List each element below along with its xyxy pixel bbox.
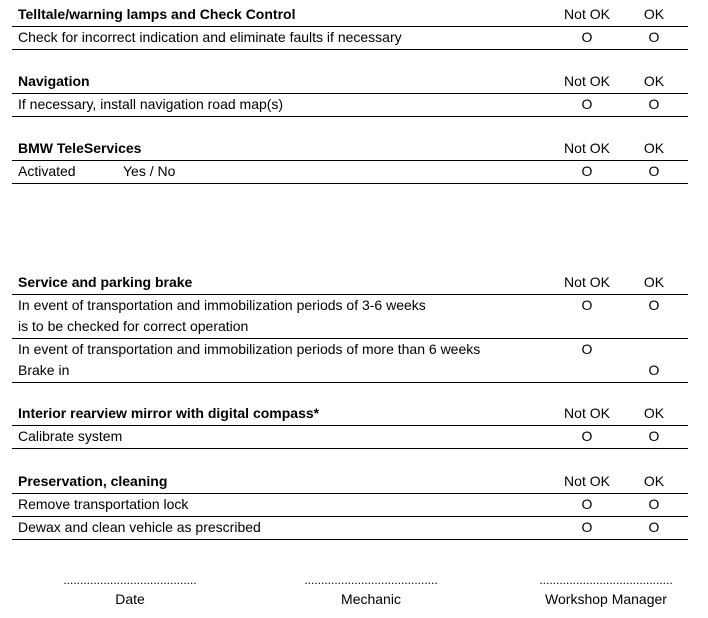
column-header-not-ok: Not OK <box>564 473 610 489</box>
section-telltale <box>12 4 688 50</box>
not-ok-checkbox[interactable]: O <box>581 428 593 444</box>
signature-label-mechanic: Mechanic <box>341 591 401 607</box>
ok-checkbox[interactable]: O <box>648 163 660 179</box>
section-header <box>12 71 688 94</box>
column-header-ok: OK <box>643 405 665 421</box>
yes-no-option[interactable]: Yes / No <box>123 163 176 179</box>
signature-label-date: Date <box>115 591 145 607</box>
section-title: Service and parking brake <box>18 274 193 290</box>
ok-checkbox[interactable]: O <box>648 96 660 112</box>
section-title: BMW TeleServices <box>18 140 142 156</box>
section-header <box>12 4 688 27</box>
section-title: Telltale/warning lamps and Check Control <box>18 6 296 22</box>
column-header-not-ok: Not OK <box>564 73 610 89</box>
not-ok-checkbox[interactable]: O <box>581 519 593 535</box>
section-header <box>12 403 688 426</box>
not-ok-checkbox[interactable]: O <box>581 29 593 45</box>
checklist-row <box>12 494 688 517</box>
item-text: Dewax and clean vehicle as prescribed <box>18 519 261 535</box>
checklist-row <box>12 94 688 117</box>
ok-checkbox[interactable]: O <box>648 428 660 444</box>
section-header <box>12 272 688 295</box>
section-parking-brake <box>12 272 688 383</box>
section-navigation <box>12 71 688 117</box>
section-header <box>12 471 688 494</box>
signature-line-manager[interactable]: ........................................ <box>539 573 673 587</box>
ok-checkbox[interactable]: O <box>648 297 660 313</box>
section-rearview-mirror <box>12 403 688 449</box>
item-text: Calibrate system <box>18 428 123 444</box>
section-teleservices <box>12 138 688 184</box>
signature-line-mechanic[interactable]: ........................................ <box>304 573 438 587</box>
ok-checkbox[interactable]: O <box>648 29 660 45</box>
item-text-line2: is to be checked for correct operation <box>18 318 249 334</box>
column-header-not-ok: Not OK <box>564 6 610 22</box>
section-header <box>12 138 688 161</box>
column-header-ok: OK <box>643 73 665 89</box>
item-text-line2: Brake in <box>18 362 70 378</box>
column-header-not-ok: Not OK <box>564 274 610 290</box>
not-ok-checkbox[interactable]: O <box>581 96 593 112</box>
signature-manager <box>506 574 706 607</box>
column-header-ok: OK <box>643 140 665 156</box>
checklist-row <box>12 517 688 540</box>
section-title: Preservation, cleaning <box>18 473 168 489</box>
column-header-not-ok: Not OK <box>564 405 610 421</box>
checklist-row <box>12 339 688 383</box>
item-text: If necessary, install navigation road map(s) <box>18 96 284 112</box>
not-ok-checkbox[interactable]: O <box>581 496 593 512</box>
checklist-row <box>12 27 688 50</box>
item-text: Check for incorrect indication and eliminate faults if necessary <box>18 29 402 45</box>
ok-checkbox[interactable]: O <box>648 362 660 378</box>
column-header-ok: OK <box>643 473 665 489</box>
signature-mechanic <box>271 574 471 607</box>
signature-date <box>30 574 230 607</box>
not-ok-checkbox[interactable]: O <box>581 341 593 357</box>
section-title: Interior rearview mirror with digital compass* <box>18 405 320 421</box>
checklist-row <box>12 426 688 449</box>
ok-checkbox[interactable]: O <box>648 519 660 535</box>
item-text: In event of transportation and immobilization periods of more than 6 weeks <box>18 341 481 357</box>
section-title: Navigation <box>18 73 90 89</box>
item-text: Remove transportation lock <box>18 496 189 512</box>
column-header-not-ok: Not OK <box>564 140 610 156</box>
item-text: Activated <box>18 163 76 179</box>
checklist-row <box>12 161 688 184</box>
section-preservation <box>12 471 688 540</box>
not-ok-checkbox[interactable]: O <box>581 297 593 313</box>
column-header-ok: OK <box>643 274 665 290</box>
ok-checkbox[interactable]: O <box>648 496 660 512</box>
not-ok-checkbox[interactable]: O <box>581 163 593 179</box>
signature-label-manager: Workshop Manager <box>545 591 667 607</box>
column-header-ok: OK <box>643 6 665 22</box>
item-text: In event of transportation and immobilization periods of 3-6 weeks <box>18 297 426 313</box>
signature-line-date[interactable]: ........................................ <box>63 573 197 587</box>
checklist-row <box>12 295 688 339</box>
